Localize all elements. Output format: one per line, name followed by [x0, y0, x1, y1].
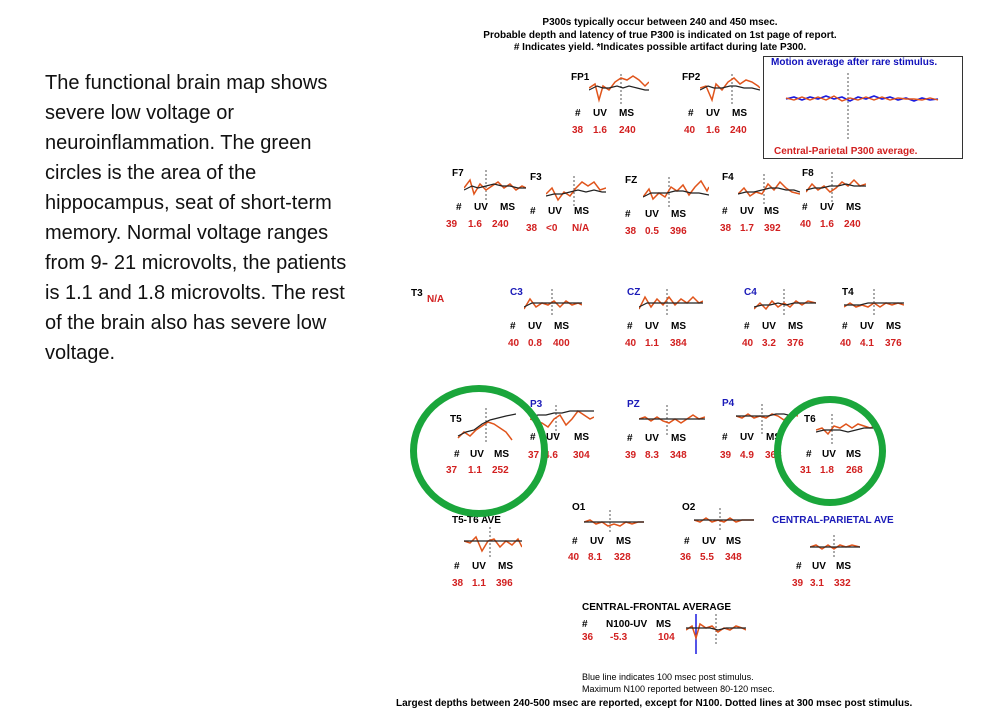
col-header-n: # — [722, 432, 728, 443]
site-c4 — [742, 287, 822, 353]
cf-col-header-ms: MS — [656, 619, 671, 630]
site-fz — [625, 175, 705, 241]
value-uv: 1.1 — [472, 578, 486, 589]
legend-bottom-label: Central-Parietal P300 average. — [774, 146, 918, 157]
col-header-uv: UV — [860, 321, 874, 332]
value-ms: 376 — [787, 338, 804, 349]
value-ms: 396 — [670, 226, 687, 237]
value-uv: 1.1 — [468, 465, 482, 476]
site-label: CENTRAL-PARIETAL AVE — [772, 515, 894, 526]
col-header-n: # — [575, 108, 581, 119]
col-header-n: # — [806, 449, 812, 460]
waveform — [639, 405, 705, 435]
col-header-n: # — [627, 433, 633, 444]
col-header-n: # — [456, 202, 462, 213]
site-label: P3 — [530, 399, 543, 410]
col-header-n: # — [530, 206, 536, 217]
value-n: 37 — [528, 450, 540, 461]
site-label: FZ — [625, 175, 638, 186]
value-uv: 5.5 — [700, 552, 714, 563]
site-label: T6 — [804, 414, 816, 425]
waveform — [639, 289, 703, 317]
col-header-uv: UV — [812, 561, 826, 572]
col-header-ms: MS — [671, 433, 686, 444]
site-f3 — [526, 172, 606, 238]
value-n: 40 — [568, 552, 580, 563]
col-header-n: # — [684, 536, 690, 547]
col-header-ms: MS — [500, 202, 515, 213]
site-central-parietal-average — [772, 515, 912, 591]
value-uv: <0 — [546, 223, 558, 234]
col-header-n: # — [530, 432, 536, 443]
value-uv: 1.6 — [820, 219, 834, 230]
site-label: C4 — [744, 287, 757, 298]
col-header-uv: UV — [590, 536, 604, 547]
col-header-uv: UV — [548, 206, 562, 217]
col-header-n: # — [572, 536, 578, 547]
site-label: C3 — [510, 287, 523, 298]
col-header-n: # — [510, 321, 516, 332]
value-n: 40 — [800, 219, 812, 230]
col-header-ms: MS — [836, 561, 851, 572]
central-frontal-average — [580, 602, 750, 650]
value-ms: 252 — [492, 465, 509, 476]
site-label: F8 — [802, 168, 814, 179]
value-ms: 240 — [492, 219, 509, 230]
value-uv: 1.6 — [468, 219, 482, 230]
col-header-uv: UV — [474, 202, 488, 213]
col-header-uv: UV — [822, 449, 836, 460]
value-ms: 368 — [765, 450, 782, 461]
value-ms: 240 — [730, 125, 747, 136]
waveform — [643, 177, 709, 207]
col-header-ms: MS — [726, 536, 741, 547]
site-c3 — [508, 287, 588, 353]
waveform — [464, 527, 522, 557]
value-n: 37 — [446, 465, 458, 476]
col-header-uv: UV — [762, 321, 776, 332]
waveform — [589, 74, 649, 106]
col-header-ms: MS — [766, 432, 781, 443]
col-header-uv: UV — [702, 536, 716, 547]
col-header-n: # — [722, 206, 728, 217]
value-uv: 1.6 — [706, 125, 720, 136]
value-ms: 328 — [614, 552, 631, 563]
col-header-n: # — [688, 108, 694, 119]
col-header-ms: MS — [764, 206, 779, 217]
col-header-ms: MS — [788, 321, 803, 332]
value-uv: 4.6 — [544, 450, 558, 461]
value-ms: 396 — [496, 578, 513, 589]
site-label: T5-T6 AVE — [452, 515, 501, 526]
col-header-ms: MS — [619, 108, 634, 119]
legend-top-label: Motion average after rare stimulus. — [771, 57, 938, 68]
waveform — [754, 289, 816, 317]
site-label: FP2 — [682, 72, 701, 83]
value-uv: 1.7 — [740, 223, 754, 234]
header-line-2: Probable depth and latency of true P300 is indicated on 1st page of report. — [483, 30, 837, 41]
col-header-ms: MS — [846, 449, 861, 460]
footer-note-1: Blue line indicates 100 msec post stimulus. — [582, 672, 754, 682]
cf-value-uv: -5.3 — [610, 632, 628, 643]
value-uv: 1.8 — [820, 465, 834, 476]
value-ms: 384 — [670, 338, 687, 349]
value-n: 38 — [452, 578, 464, 589]
cf-col-header-uv: N100-UV — [606, 619, 648, 630]
site-label: CZ — [627, 287, 641, 298]
col-header-n: # — [842, 321, 848, 332]
hippocampus-highlight-right — [774, 396, 886, 506]
site-fp1 — [567, 72, 647, 142]
value-ms: N/A — [572, 223, 590, 234]
cf-value-n: 36 — [582, 632, 594, 643]
site-label: F3 — [530, 172, 542, 183]
value-n: 38 — [526, 223, 538, 234]
value-ms: 392 — [764, 223, 781, 234]
value-ms: 240 — [844, 219, 861, 230]
col-header-ms: MS — [494, 449, 509, 460]
value-uv: 8.1 — [588, 552, 602, 563]
waveform — [524, 289, 582, 317]
site-t3 — [411, 288, 471, 308]
col-header-uv: UV — [645, 209, 659, 220]
col-header-uv: UV — [546, 432, 560, 443]
site-cz — [625, 287, 705, 353]
value-uv: 3.2 — [762, 338, 776, 349]
site-fp2 — [680, 72, 760, 142]
value-n: 40 — [684, 125, 696, 136]
site-label: T4 — [842, 287, 854, 298]
site-t4 — [840, 287, 920, 353]
site-o2 — [680, 502, 760, 568]
col-header-uv: UV — [470, 449, 484, 460]
value-n: 39 — [625, 450, 637, 461]
cf-col-header-n: # — [582, 619, 588, 630]
value-n: 40 — [840, 338, 852, 349]
site-label: PZ — [627, 399, 640, 410]
value-uv: 0.5 — [645, 226, 659, 237]
value-ms: 240 — [619, 125, 636, 136]
value-ms: 304 — [573, 450, 590, 461]
value-n: 31 — [800, 465, 812, 476]
col-header-n: # — [627, 321, 633, 332]
explanation-text: The functional brain map shows severe low voltage or neuroinflammation. The green circles is the area of the hippocampus, seat of short-term memory. Normal voltage ranges from 9- 21 microvolts, the patients is 1.1 and 1.8 microvolts. The rest of the brain also has severe low voltage. — [45, 72, 347, 364]
col-header-uv: UV — [645, 433, 659, 444]
footer-note-2: Maximum N100 reported between 80-120 msec. — [582, 684, 775, 694]
value-uv: 4.9 — [740, 450, 754, 461]
col-header-ms: MS — [671, 321, 686, 332]
site-label: F7 — [452, 168, 464, 179]
site-label: FP1 — [571, 72, 590, 83]
site-label: O2 — [682, 502, 696, 513]
site-f8 — [800, 168, 880, 234]
waveform — [844, 289, 904, 317]
value-n: 38 — [572, 125, 584, 136]
col-header-n: # — [625, 209, 631, 220]
col-header-uv: UV — [472, 561, 486, 572]
col-header-uv: UV — [645, 321, 659, 332]
value-ms: 400 — [553, 338, 570, 349]
value-ms: 348 — [670, 450, 687, 461]
site-label: F4 — [722, 172, 734, 183]
site-temporal-average — [452, 515, 532, 591]
value-n: 40 — [742, 338, 754, 349]
hippocampus-highlight-left — [410, 385, 548, 517]
col-header-ms: MS — [498, 561, 513, 572]
col-header-ms: MS — [732, 108, 747, 119]
value-uv: 1.1 — [645, 338, 659, 349]
value-na: N/A — [427, 294, 445, 305]
waveform — [738, 174, 800, 204]
waveform — [806, 172, 866, 202]
legend-box — [763, 56, 963, 159]
cf-waveform — [686, 614, 746, 654]
col-header-uv: UV — [740, 206, 754, 217]
cf-value-ms: 104 — [658, 632, 675, 643]
footer-note-3: Largest depths between 240-500 msec are reported, except for N100. Dotted lines at 300 msec post stimulus. — [396, 698, 913, 709]
value-uv: 4.1 — [860, 338, 874, 349]
col-header-ms: MS — [574, 206, 589, 217]
waveform — [584, 510, 644, 534]
value-n: 36 — [680, 552, 692, 563]
col-header-ms: MS — [554, 321, 569, 332]
cf-title: CENTRAL-FRONTAL AVERAGE — [582, 602, 732, 613]
value-n: 39 — [792, 578, 804, 589]
waveform — [464, 170, 526, 200]
col-header-n: # — [796, 561, 802, 572]
waveform — [546, 176, 606, 206]
value-ms: 332 — [834, 578, 851, 589]
col-header-ms: MS — [574, 432, 589, 443]
col-header-uv: UV — [740, 432, 754, 443]
col-header-uv: UV — [528, 321, 542, 332]
value-n: 39 — [446, 219, 458, 230]
col-header-ms: MS — [616, 536, 631, 547]
header-line-1: P300s typically occur between 240 and 450 msec. — [542, 17, 778, 28]
value-uv: 0.8 — [528, 338, 542, 349]
legend-traces — [764, 57, 962, 158]
site-label: O1 — [572, 502, 586, 513]
site-f7 — [446, 168, 526, 234]
value-n: 40 — [625, 338, 637, 349]
col-header-n: # — [802, 202, 808, 213]
site-label: P4 — [722, 398, 735, 409]
col-header-ms: MS — [886, 321, 901, 332]
value-n: 39 — [720, 450, 732, 461]
value-n: 40 — [508, 338, 520, 349]
value-uv: 3.1 — [810, 578, 824, 589]
header-line-3: # Indicates yield. *Indicates possible artifact during late P300. — [513, 42, 807, 53]
col-header-n: # — [454, 561, 460, 572]
col-header-n: # — [744, 321, 750, 332]
site-o1 — [568, 502, 648, 568]
col-header-uv: UV — [820, 202, 834, 213]
value-n: 38 — [720, 223, 732, 234]
col-header-ms: MS — [846, 202, 861, 213]
value-uv: 1.6 — [593, 125, 607, 136]
waveform — [810, 535, 860, 559]
col-header-n: # — [454, 449, 460, 460]
site-label: T3 — [411, 288, 423, 299]
col-header-uv: UV — [706, 108, 720, 119]
value-ms: 348 — [725, 552, 742, 563]
value-ms: 268 — [846, 465, 863, 476]
value-n: 38 — [625, 226, 637, 237]
col-header-uv: UV — [593, 108, 607, 119]
value-uv: 8.3 — [645, 450, 659, 461]
value-ms: 376 — [885, 338, 902, 349]
waveform — [694, 508, 754, 532]
site-label: T5 — [450, 414, 462, 425]
site-pz — [625, 399, 705, 469]
waveform — [700, 74, 760, 106]
col-header-ms: MS — [671, 209, 686, 220]
site-f4 — [720, 172, 800, 238]
